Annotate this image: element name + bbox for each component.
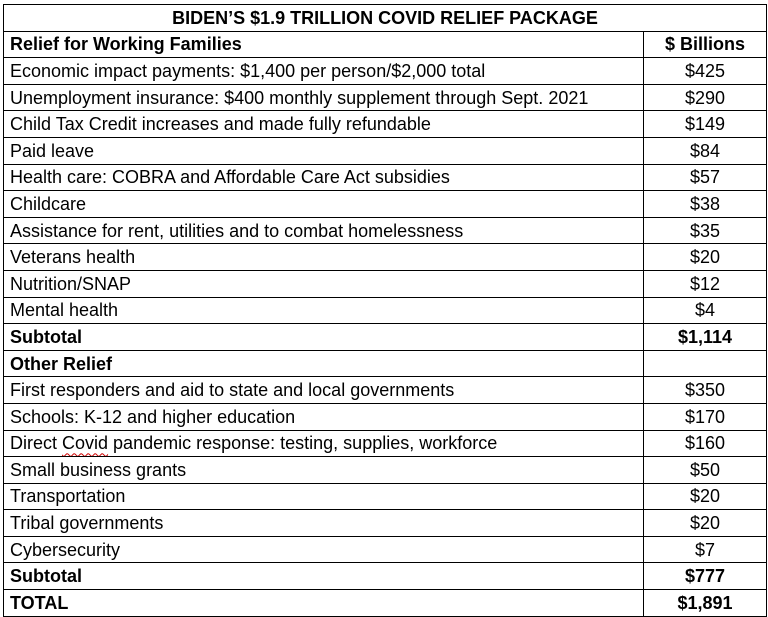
table-row xyxy=(4,58,767,85)
item-value: $149 xyxy=(644,111,767,138)
item-label xyxy=(4,111,644,138)
table-row xyxy=(4,536,767,563)
item-label xyxy=(4,137,644,164)
subtotal-row-value: $777 xyxy=(644,563,767,590)
item-value: $50 xyxy=(644,457,767,484)
item-label-text: Child Tax Credit increases and made fully refundable xyxy=(10,114,431,135)
item-label-text: Assistance for rent, utilities and to combat homelessness xyxy=(10,220,464,241)
item-value: $20 xyxy=(644,483,767,510)
item-label-text: pandemic response: testing, supplies, workforce xyxy=(108,433,498,454)
item-label xyxy=(4,270,644,297)
item-label xyxy=(4,457,644,484)
table-row xyxy=(4,191,767,218)
item-label xyxy=(4,217,644,244)
item-label-text: Small business grants xyxy=(10,459,187,480)
table-row xyxy=(4,84,767,111)
item-label-text: Childcare xyxy=(10,193,87,214)
subtotal-row-value: $1,114 xyxy=(644,324,767,351)
header-row xyxy=(4,31,767,58)
table-row xyxy=(4,483,767,510)
item-value: $84 xyxy=(644,137,767,164)
item-value: $38 xyxy=(644,191,767,218)
item-label-text: Economic impact payments: $1,400 per person/$2,000 total xyxy=(10,60,486,81)
table-row xyxy=(4,137,767,164)
item-label xyxy=(4,84,644,111)
item-value: $12 xyxy=(644,270,767,297)
item-label xyxy=(4,403,644,430)
item-label-text: Veterans health xyxy=(10,247,136,268)
title-row xyxy=(4,5,767,32)
table-row xyxy=(4,430,767,457)
item-label-text: Transportation xyxy=(10,486,126,507)
table-row xyxy=(4,377,767,404)
item-value: $170 xyxy=(644,403,767,430)
item-label-text: Cybersecurity xyxy=(10,539,121,560)
item-value: $35 xyxy=(644,217,767,244)
relief-package-table xyxy=(3,4,767,617)
spellcheck-word: Covid xyxy=(62,433,109,454)
section-header-working-families: Relief for Working Families xyxy=(4,31,644,58)
item-value: $350 xyxy=(644,377,767,404)
item-label-text: Unemployment insurance: $400 monthly supplement through Sept. 2021 xyxy=(10,87,589,108)
item-label xyxy=(4,191,644,218)
subtotal-row xyxy=(4,563,767,590)
total-row xyxy=(4,590,767,617)
subtotal-row xyxy=(4,324,767,351)
table-row xyxy=(4,510,767,537)
table-row xyxy=(4,111,767,138)
item-value: $20 xyxy=(644,244,767,271)
item-value: $4 xyxy=(644,297,767,324)
section-header-other-relief-label: Other Relief xyxy=(4,350,644,377)
item-label xyxy=(4,244,644,271)
item-label-text: Mental health xyxy=(10,300,119,321)
section-header-other-relief xyxy=(4,350,767,377)
section-header-other-relief-value xyxy=(644,350,767,377)
item-value: $57 xyxy=(644,164,767,191)
table-title: BIDEN’S $1.9 TRILLION COVID RELIEF PACKAGE xyxy=(4,5,767,32)
item-label xyxy=(4,536,644,563)
subtotal-row-label: Subtotal xyxy=(4,324,644,351)
item-label-text: Health care: COBRA and Affordable Care Act subsidies xyxy=(10,167,450,188)
table-row xyxy=(4,217,767,244)
subtotal-row-label: Subtotal xyxy=(4,563,644,590)
item-value: $290 xyxy=(644,84,767,111)
item-label xyxy=(4,297,644,324)
item-label xyxy=(4,164,644,191)
item-label-text: Schools: K-12 and higher education xyxy=(10,406,296,427)
item-label xyxy=(4,510,644,537)
table-row xyxy=(4,403,767,430)
item-label-text: First responders and aid to state and local governments xyxy=(10,380,455,401)
item-label-text: Direct xyxy=(10,433,63,454)
item-value: $7 xyxy=(644,536,767,563)
total-row-value: $1,891 xyxy=(644,590,767,617)
table-row xyxy=(4,297,767,324)
table-row xyxy=(4,244,767,271)
item-value: $160 xyxy=(644,430,767,457)
item-label xyxy=(4,430,644,457)
table-row xyxy=(4,164,767,191)
table-row xyxy=(4,270,767,297)
column-header-billions: $ Billions xyxy=(644,31,767,58)
item-value: $425 xyxy=(644,58,767,85)
item-label xyxy=(4,58,644,85)
table-row xyxy=(4,457,767,484)
item-label xyxy=(4,377,644,404)
item-label-text: Paid leave xyxy=(10,140,95,161)
item-value: $20 xyxy=(644,510,767,537)
item-label-text: Tribal governments xyxy=(10,513,164,534)
total-row-label: TOTAL xyxy=(4,590,644,617)
item-label-text: Nutrition/SNAP xyxy=(10,273,132,294)
item-label xyxy=(4,483,644,510)
